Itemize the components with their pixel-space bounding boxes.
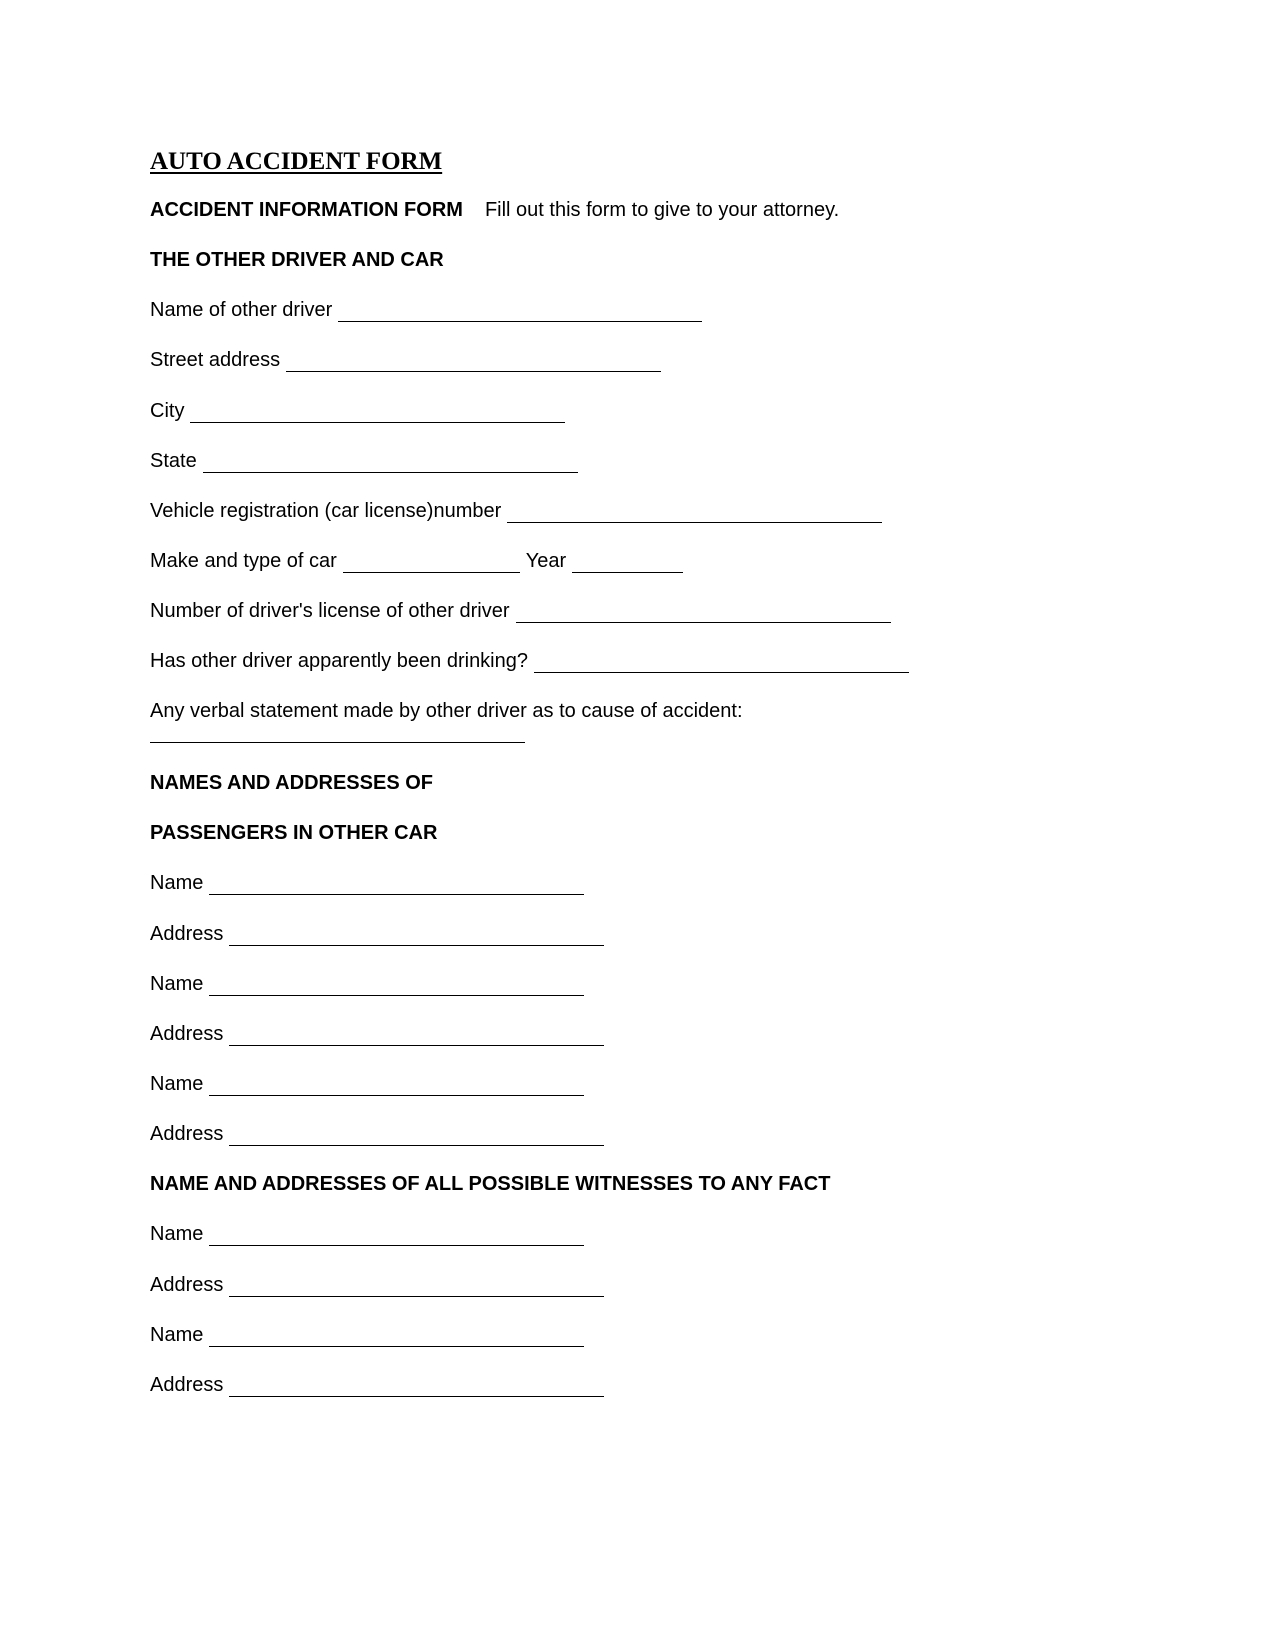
section-heading-passengers-1: NAMES AND ADDRESSES OF xyxy=(150,772,433,794)
field-label: Name xyxy=(150,872,204,894)
field-make-year xyxy=(150,549,683,573)
passenger-1-name-blank[interactable] xyxy=(209,874,584,895)
passenger-3-name-blank[interactable] xyxy=(209,1075,584,1096)
field-other-driver-name xyxy=(150,298,702,322)
section-heading-passengers-2: PASSENGERS IN OTHER CAR xyxy=(150,822,438,844)
year-blank[interactable] xyxy=(572,552,683,573)
field-label: Make and type of car xyxy=(150,550,337,572)
field-drinking xyxy=(150,649,909,673)
passenger-3-address-blank[interactable] xyxy=(229,1125,604,1146)
drinking-blank[interactable] xyxy=(534,652,909,673)
witness-1-address-field xyxy=(150,1273,604,1297)
field-label: Address xyxy=(150,923,224,945)
field-label: Any verbal statement made by other driver as to cause of accident: xyxy=(150,700,743,722)
section-heading-other-driver: THE OTHER DRIVER AND CAR xyxy=(150,249,444,271)
field-drivers-license xyxy=(150,599,891,623)
drivers-license-blank[interactable] xyxy=(516,602,891,623)
field-state xyxy=(150,449,578,473)
passenger-1-address-field xyxy=(150,922,604,946)
vehicle-registration-blank[interactable] xyxy=(507,502,882,523)
passenger-2-name-field xyxy=(150,972,584,996)
field-label: Vehicle registration (car license)number xyxy=(150,500,502,522)
verbal-statement-blank[interactable] xyxy=(150,741,525,743)
passenger-3-address-field xyxy=(150,1122,604,1146)
passenger-3-name-field xyxy=(150,1072,584,1096)
field-label-year: Year xyxy=(525,550,567,572)
field-label: Name xyxy=(150,1073,204,1095)
field-label: Name of other driver xyxy=(150,299,333,321)
form-instruction: Fill out this form to give to your attorney. xyxy=(484,199,840,221)
form-heading: ACCIDENT INFORMATION FORM xyxy=(150,199,463,221)
witness-1-name-blank[interactable] xyxy=(209,1225,584,1246)
passenger-2-name-blank[interactable] xyxy=(209,975,584,996)
section-heading-witnesses: NAME AND ADDRESSES OF ALL POSSIBLE WITNESSES TO ANY FACT xyxy=(150,1173,831,1195)
witness-1-name-field xyxy=(150,1222,584,1246)
passenger-2-address-blank[interactable] xyxy=(229,1025,604,1046)
field-label: Address xyxy=(150,1023,224,1045)
field-verbal-statement xyxy=(150,699,743,723)
witness-2-name-field xyxy=(150,1323,584,1347)
field-label: Address xyxy=(150,1274,224,1296)
form-page xyxy=(150,0,1150,1650)
field-label: Has other driver apparently been drinking? xyxy=(150,650,528,672)
passenger-2-address-field xyxy=(150,1022,604,1046)
field-label: Street address xyxy=(150,349,281,371)
witness-2-address-blank[interactable] xyxy=(229,1376,604,1397)
field-vehicle-registration xyxy=(150,499,882,523)
witness-2-address-field xyxy=(150,1373,604,1397)
field-label: Number of driver's license of other driver xyxy=(150,600,510,622)
field-label: City xyxy=(150,400,185,422)
field-street-address xyxy=(150,348,661,372)
street-address-blank[interactable] xyxy=(286,351,661,372)
field-label: State xyxy=(150,450,197,472)
make-type-blank[interactable] xyxy=(343,552,520,573)
passenger-1-name-field xyxy=(150,871,584,895)
form-title: AUTO ACCIDENT FORM xyxy=(150,148,443,175)
field-city xyxy=(150,399,565,423)
other-driver-name-blank[interactable] xyxy=(338,301,702,322)
field-label: Address xyxy=(150,1123,224,1145)
field-label: Address xyxy=(150,1374,224,1396)
state-blank[interactable] xyxy=(203,452,578,473)
field-label: Name xyxy=(150,973,204,995)
passenger-1-address-blank[interactable] xyxy=(229,925,604,946)
city-blank[interactable] xyxy=(190,402,565,423)
subtitle-row xyxy=(150,198,839,222)
witness-1-address-blank[interactable] xyxy=(229,1276,604,1297)
witness-2-name-blank[interactable] xyxy=(209,1326,584,1347)
field-label: Name xyxy=(150,1324,204,1346)
field-label: Name xyxy=(150,1223,204,1245)
